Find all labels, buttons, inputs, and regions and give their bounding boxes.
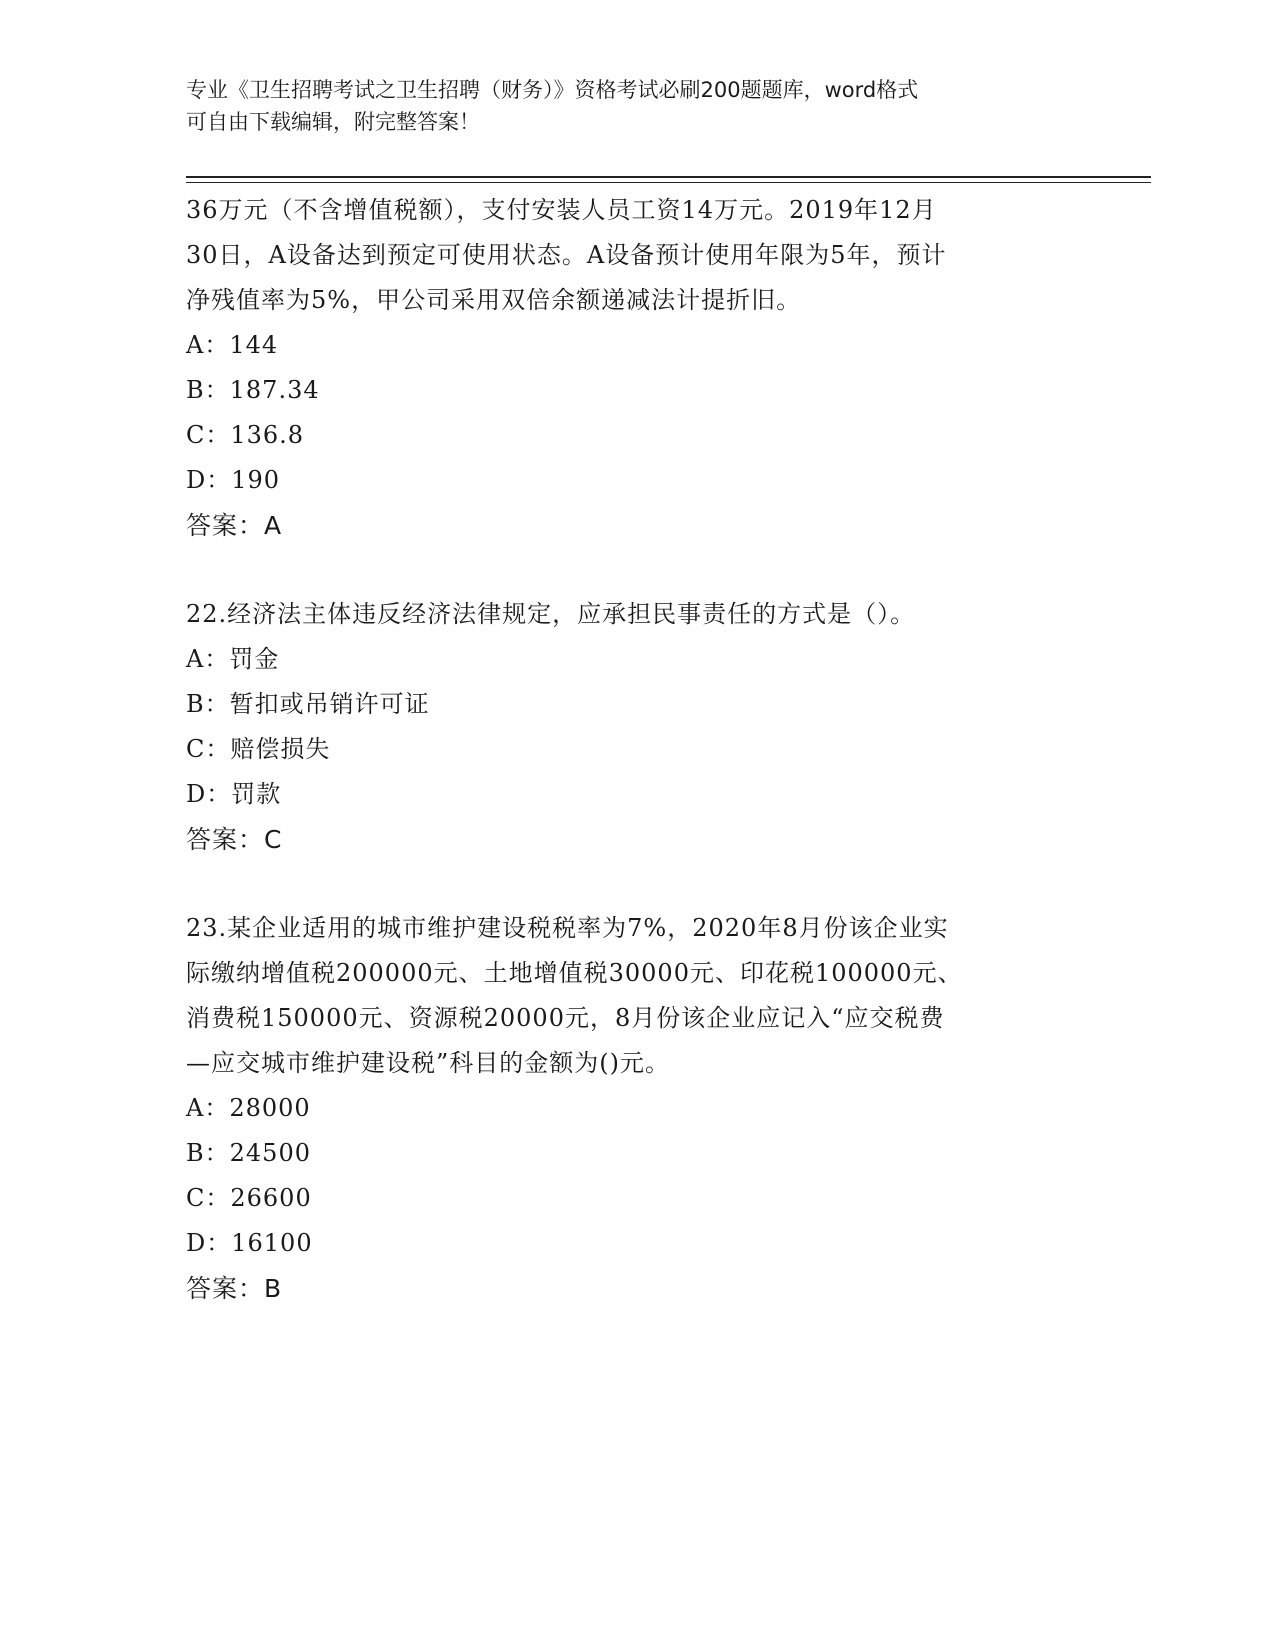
- spacer: [186, 862, 1086, 906]
- option-b: B：187.34: [186, 376, 320, 404]
- document-body: [186, 188, 1086, 1311]
- option-c: C：赔偿损失: [186, 735, 331, 763]
- question-stem-line: 际缴纳增值税200000元、土地增值税30000元、印花税100000元、: [186, 959, 963, 987]
- option-b: B：24500: [186, 1139, 311, 1167]
- question-stem-line: —应交城市维护建设税”科目的金额为()元。: [186, 1049, 670, 1077]
- header-rule-thin: [186, 182, 1151, 183]
- question-22: [186, 592, 1086, 862]
- question-stem-line: 净残值率为5%，甲公司采用双倍余额递减法计提折旧。: [186, 286, 802, 314]
- option-a: A：144: [186, 331, 279, 359]
- question-23: [186, 906, 1086, 1311]
- answer-label: 答案：B: [186, 1274, 283, 1303]
- question-21: [186, 188, 1086, 548]
- header-title-line-2: 可自由下载编辑，附完整答案！: [186, 110, 480, 134]
- header-title-line-1: 专业《卫生招聘考试之卫生招聘（财务）》资格考试必刷200题题库，word格式: [186, 78, 919, 102]
- question-stem-line: 消费税150000元、资源税20000元，8月份该企业应记入“应交税费: [186, 1004, 945, 1032]
- answer-label: 答案：A: [186, 511, 283, 540]
- answer-label: 答案：C: [186, 825, 283, 854]
- option-b: B：暂扣或吊销许可证: [186, 690, 430, 718]
- option-d: D：罚款: [186, 780, 282, 808]
- option-c: C：136.8: [186, 421, 305, 449]
- option-d: D：16100: [186, 1229, 313, 1257]
- option-c: C：26600: [186, 1184, 312, 1212]
- option-a: A：罚金: [186, 645, 280, 673]
- question-stem-line: 23.某企业适用的城市维护建设税税率为7%，2020年8月份该企业实: [186, 914, 949, 942]
- header-rule-thick: [186, 176, 1151, 178]
- option-d: D：190: [186, 466, 281, 494]
- question-stem-line: 36万元（不含增值税额），支付安装人员工资14万元。2019年12月: [186, 196, 937, 224]
- document-header: [186, 74, 1066, 138]
- option-a: A：28000: [186, 1094, 311, 1122]
- spacer: [186, 548, 1086, 592]
- question-stem-line: 22.经济法主体违反经济法律规定，应承担民事责任的方式是（）。: [186, 600, 916, 628]
- question-stem-line: 30日，A设备达到预定可使用状态。A设备预计使用年限为5年，预计: [186, 241, 947, 269]
